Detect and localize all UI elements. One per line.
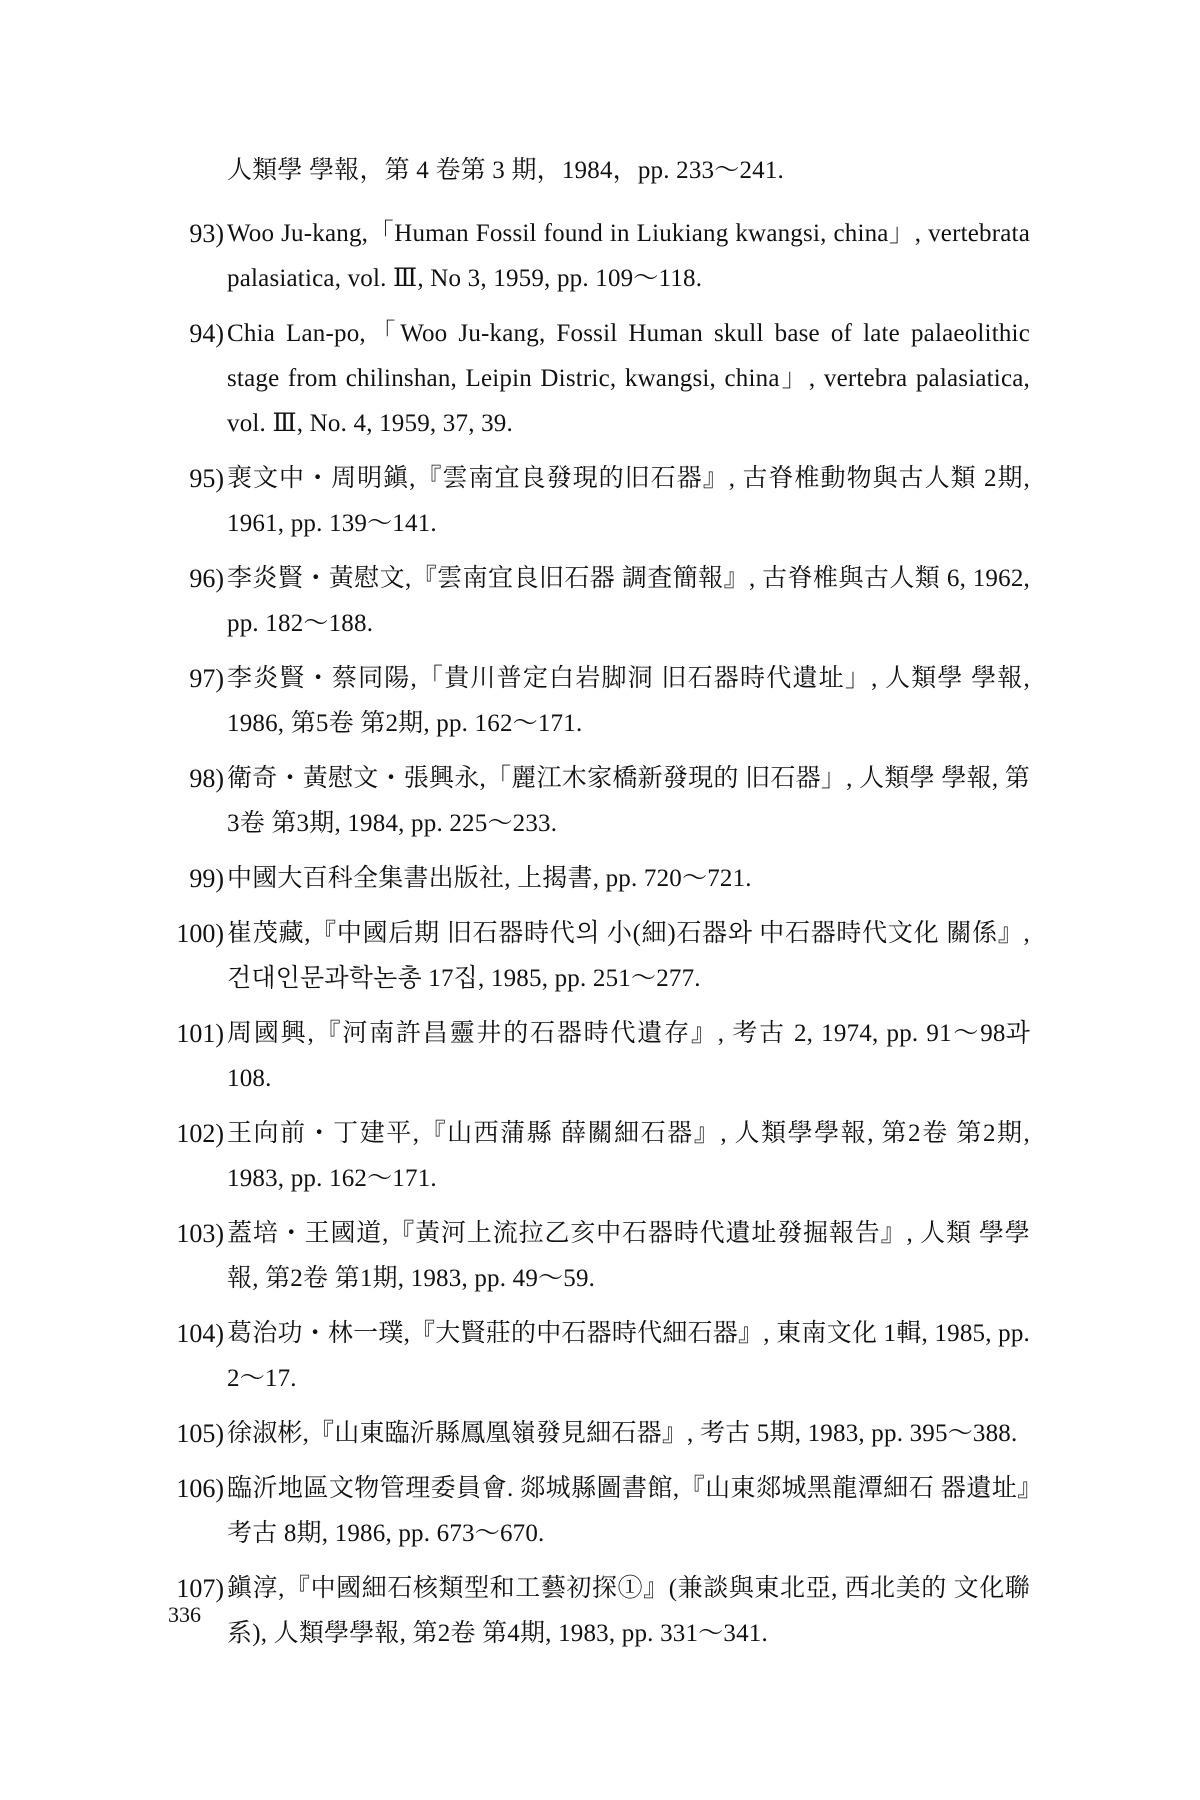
reference-list: [152, 148, 1030, 1666]
reference-item: [152, 1311, 1030, 1401]
reference-item: [152, 211, 1030, 301]
reference-text: 裵文中・周明鎭,『雲南宜良發現的旧石器』, 古脊椎動物與古人類 2期, 1961, pp. 139～141.: [227, 465, 1030, 537]
reference-text: 臨沂地區文物管理委員會. 郯城縣圖書館,『山東郯城黑龍潭細石 器遺址』考古 8期, 1986, pp. 673～670.: [227, 1475, 1030, 1547]
reference-item: [152, 1411, 1030, 1456]
reference-continuation: [152, 148, 1030, 193]
reference-number: 95): [189, 464, 224, 493]
reference-number: 100): [176, 919, 224, 948]
reference-item: [152, 911, 1030, 1001]
reference-item: [152, 456, 1030, 546]
page-number: 336: [168, 1602, 201, 1627]
reference-text: 李炎賢・蔡同陽,「貴川普定白岩脚洞 旧石器時代遺址」, 人類學 學報, 1986, 第5卷 第2期, pp. 162～171.: [227, 665, 1030, 737]
reference-item: [152, 756, 1030, 846]
reference-number: 101): [176, 1019, 224, 1048]
reference-item: [152, 1111, 1030, 1201]
reference-item: [152, 1011, 1030, 1101]
reference-text: 李炎賢・黃慰文,『雲南宜良旧石器 調査簡報』, 古脊椎與古人類 6, 1962, pp. 182～188.: [227, 565, 1030, 637]
reference-number: 97): [189, 664, 224, 693]
reference-number: 98): [189, 764, 224, 793]
reference-text: 王向前・丁建平,『山西蒲縣 薛關細石器』, 人類學學報, 第2卷 第2期, 1983, pp. 162～171.: [227, 1120, 1030, 1192]
reference-text: 中國大百科全集書出版社, 上揭書, pp. 720～721.: [227, 865, 752, 892]
reference-number: 94): [189, 319, 224, 348]
continuation-text: 人類學 學報，第 4 卷第 3 期，1984，pp. 233～241.: [227, 157, 785, 184]
reference-number: 102): [176, 1119, 224, 1148]
reference-text: 崔茂藏,『中國后期 旧石器時代의 小(細)石器와 中石器時代文化 關係』, 건대인문과학논총 17집, 1985, pp. 251～277.: [227, 920, 1030, 992]
reference-number: 93): [189, 219, 224, 248]
reference-text: Chia Lan-po,「Woo Ju-kang, Fossil Human skull base of late palaeolithic stage from chilinshan, Leipin Distric, kwangsi, china」, vertebra palasiatica, vol. Ⅲ, No. 4, 1959, 37, 39.: [227, 320, 1030, 437]
reference-number: 96): [189, 564, 224, 593]
reference-item: [152, 311, 1030, 446]
reference-number: 106): [176, 1474, 224, 1503]
reference-text: 葛治功・林一璞,『大賢莊的中石器時代細石器』, 東南文化 1輯, 1985, pp. 2～17.: [227, 1320, 1030, 1392]
reference-text: 衛奇・黃慰文・張興永,「麗江木家橋新發現的 旧石器」, 人類學 學報, 第3卷 第3期, 1984, pp. 225～233.: [227, 765, 1030, 837]
reference-item: [152, 1566, 1030, 1656]
reference-text: 徐淑彬,『山東臨沂縣鳳凰嶺發見細石器』, 考古 5期, 1983, pp. 395～388.: [227, 1420, 1018, 1447]
reference-text: 周國興,『河南許昌靈井的石器時代遺存』, 考古 2, 1974, pp. 91～98과 108.: [227, 1020, 1030, 1092]
reference-number: 107): [176, 1574, 224, 1603]
reference-item: [152, 556, 1030, 646]
reference-number: 99): [189, 864, 224, 893]
reference-item: [152, 1466, 1030, 1556]
reference-text: 鎭淳,『中國細石核類型和工藝初探①』(兼談與東北亞, 西北美的 文化聯系), 人類學學報, 第2卷 第4期, 1983, pp. 331～341.: [227, 1575, 1030, 1647]
reference-number: 104): [176, 1319, 224, 1348]
reference-text: Woo Ju-kang,「Human Fossil found in Liukiang kwangsi, china」, vertebrata palasiatica, vol. Ⅲ, No 3, 1959, pp. 109～118.: [227, 220, 1030, 292]
reference-number: 103): [176, 1219, 224, 1248]
reference-text: 蓋培・王國道,『黃河上流拉乙亥中石器時代遺址發掘報告』, 人類 學學報, 第2卷 第1期, 1983, pp. 49～59.: [227, 1220, 1030, 1292]
reference-item: [152, 856, 1030, 901]
reference-item: [152, 1211, 1030, 1301]
reference-number: 105): [176, 1419, 224, 1448]
reference-item: [152, 656, 1030, 746]
